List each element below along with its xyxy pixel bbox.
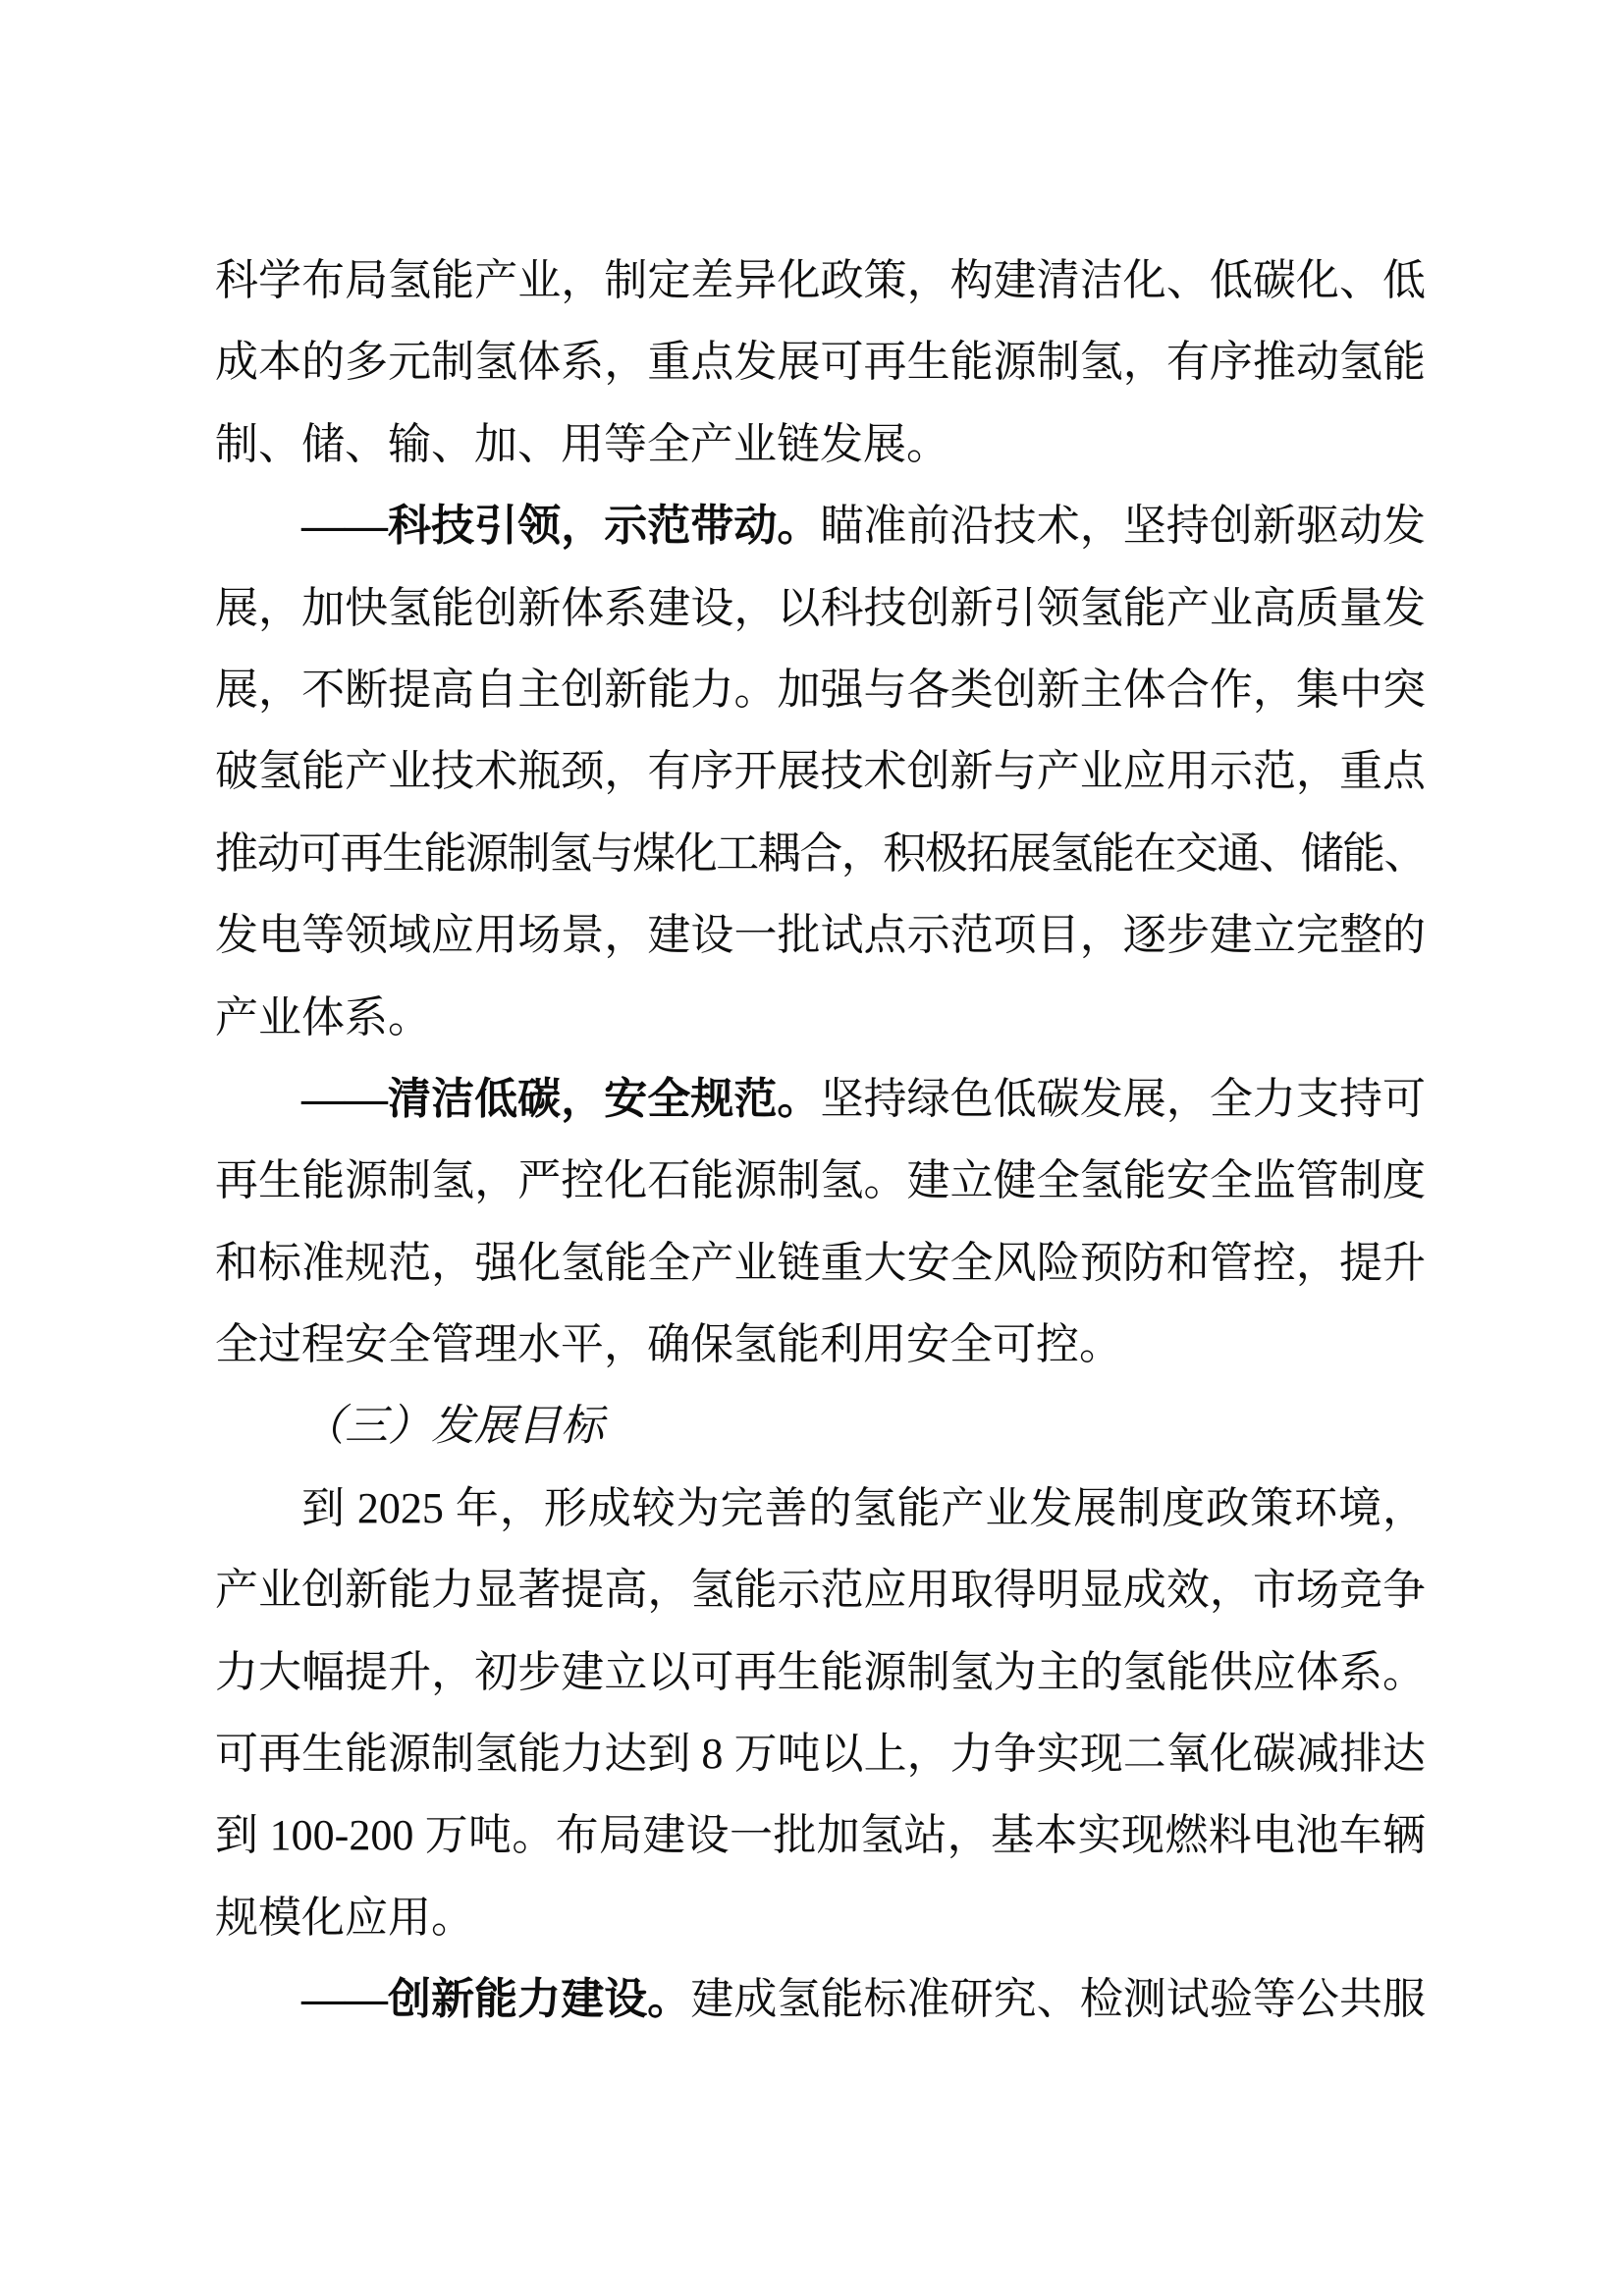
section-heading-development-goals: （三）发展目标 xyxy=(301,1402,604,1451)
text-segment: 瞄准前沿技术，坚持创新驱动发 xyxy=(820,502,1427,551)
text-line: 制、储、输、加、用等全产业链发展。 xyxy=(215,419,949,468)
text-line: 到 100-200 万吨。布局建设一批加氢站，基本实现燃料电池车辆 xyxy=(215,1811,1426,1860)
document-text xyxy=(215,240,1426,2041)
text-line: 破氢能产业技术瓶颈，有序开展技术创新与产业应用示范，重点 xyxy=(215,747,1426,796)
text-segment: 建成氢能标准研究、检测试验等公共服 xyxy=(690,1975,1427,2024)
text-line: 展，加快氢能创新体系建设，以科技创新引领氢能产业高质量发 xyxy=(215,583,1426,632)
text-line: 和标准规范，强化氢能全产业链重大安全风险预防和管控，提升 xyxy=(215,1238,1426,1287)
text-line: 产业创新能力显著提高，氢能示范应用取得明显成效，市场竞争 xyxy=(215,1566,1426,1615)
bold-lead-qingjie-ditan: ——清洁低碳，安全规范。 xyxy=(301,1074,821,1123)
text-line: 规模化应用。 xyxy=(215,1893,474,1942)
text-line: 成本的多元制氢体系，重点发展可再生能源制氢，有序推动氢能 xyxy=(215,338,1426,387)
text-line: 全过程安全管理水平，确保氢能利用安全可控。 xyxy=(215,1320,1122,1369)
text-line: 推动可再生能源制氢与煤化工耦合，积极拓展氢能在交通、储能、 xyxy=(215,828,1426,878)
text-line: 可再生能源制氢能力达到 8 万吨以上，力争实现二氧化碳减排达 xyxy=(215,1730,1426,1779)
bold-lead-chuangxin-nengli: ——创新能力建设。 xyxy=(301,1975,691,2024)
text-line: 展，不断提高自主创新能力。加强与各类创新主体合作，集中突 xyxy=(215,665,1426,714)
bold-lead-keji-yinling: ——科技引领，示范带动。 xyxy=(301,502,821,551)
text-line: 力大幅提升，初步建立以可再生能源制氢为主的氢能供应体系。 xyxy=(215,1647,1426,1696)
text-line: 科学布局氢能产业，制定差异化政策，构建清洁化、低碳化、低 xyxy=(215,256,1426,304)
text-line: 到 2025 年，形成较为完善的氢能产业发展制度政策环境， xyxy=(301,1483,1426,1532)
text-line: 产业体系。 xyxy=(215,992,431,1041)
text-line xyxy=(215,1058,1426,1140)
text-line: 发电等领域应用场景，建设一批试点示范项目，逐步建立完整的 xyxy=(215,911,1426,960)
text-line xyxy=(215,485,1426,566)
text-line xyxy=(215,1958,1426,2040)
text-line: 再生能源制氢，严控化石能源制氢。建立健全氢能安全监管制度 xyxy=(215,1156,1426,1205)
text-segment: 坚持绿色低碳发展，全力支持可 xyxy=(820,1074,1427,1123)
